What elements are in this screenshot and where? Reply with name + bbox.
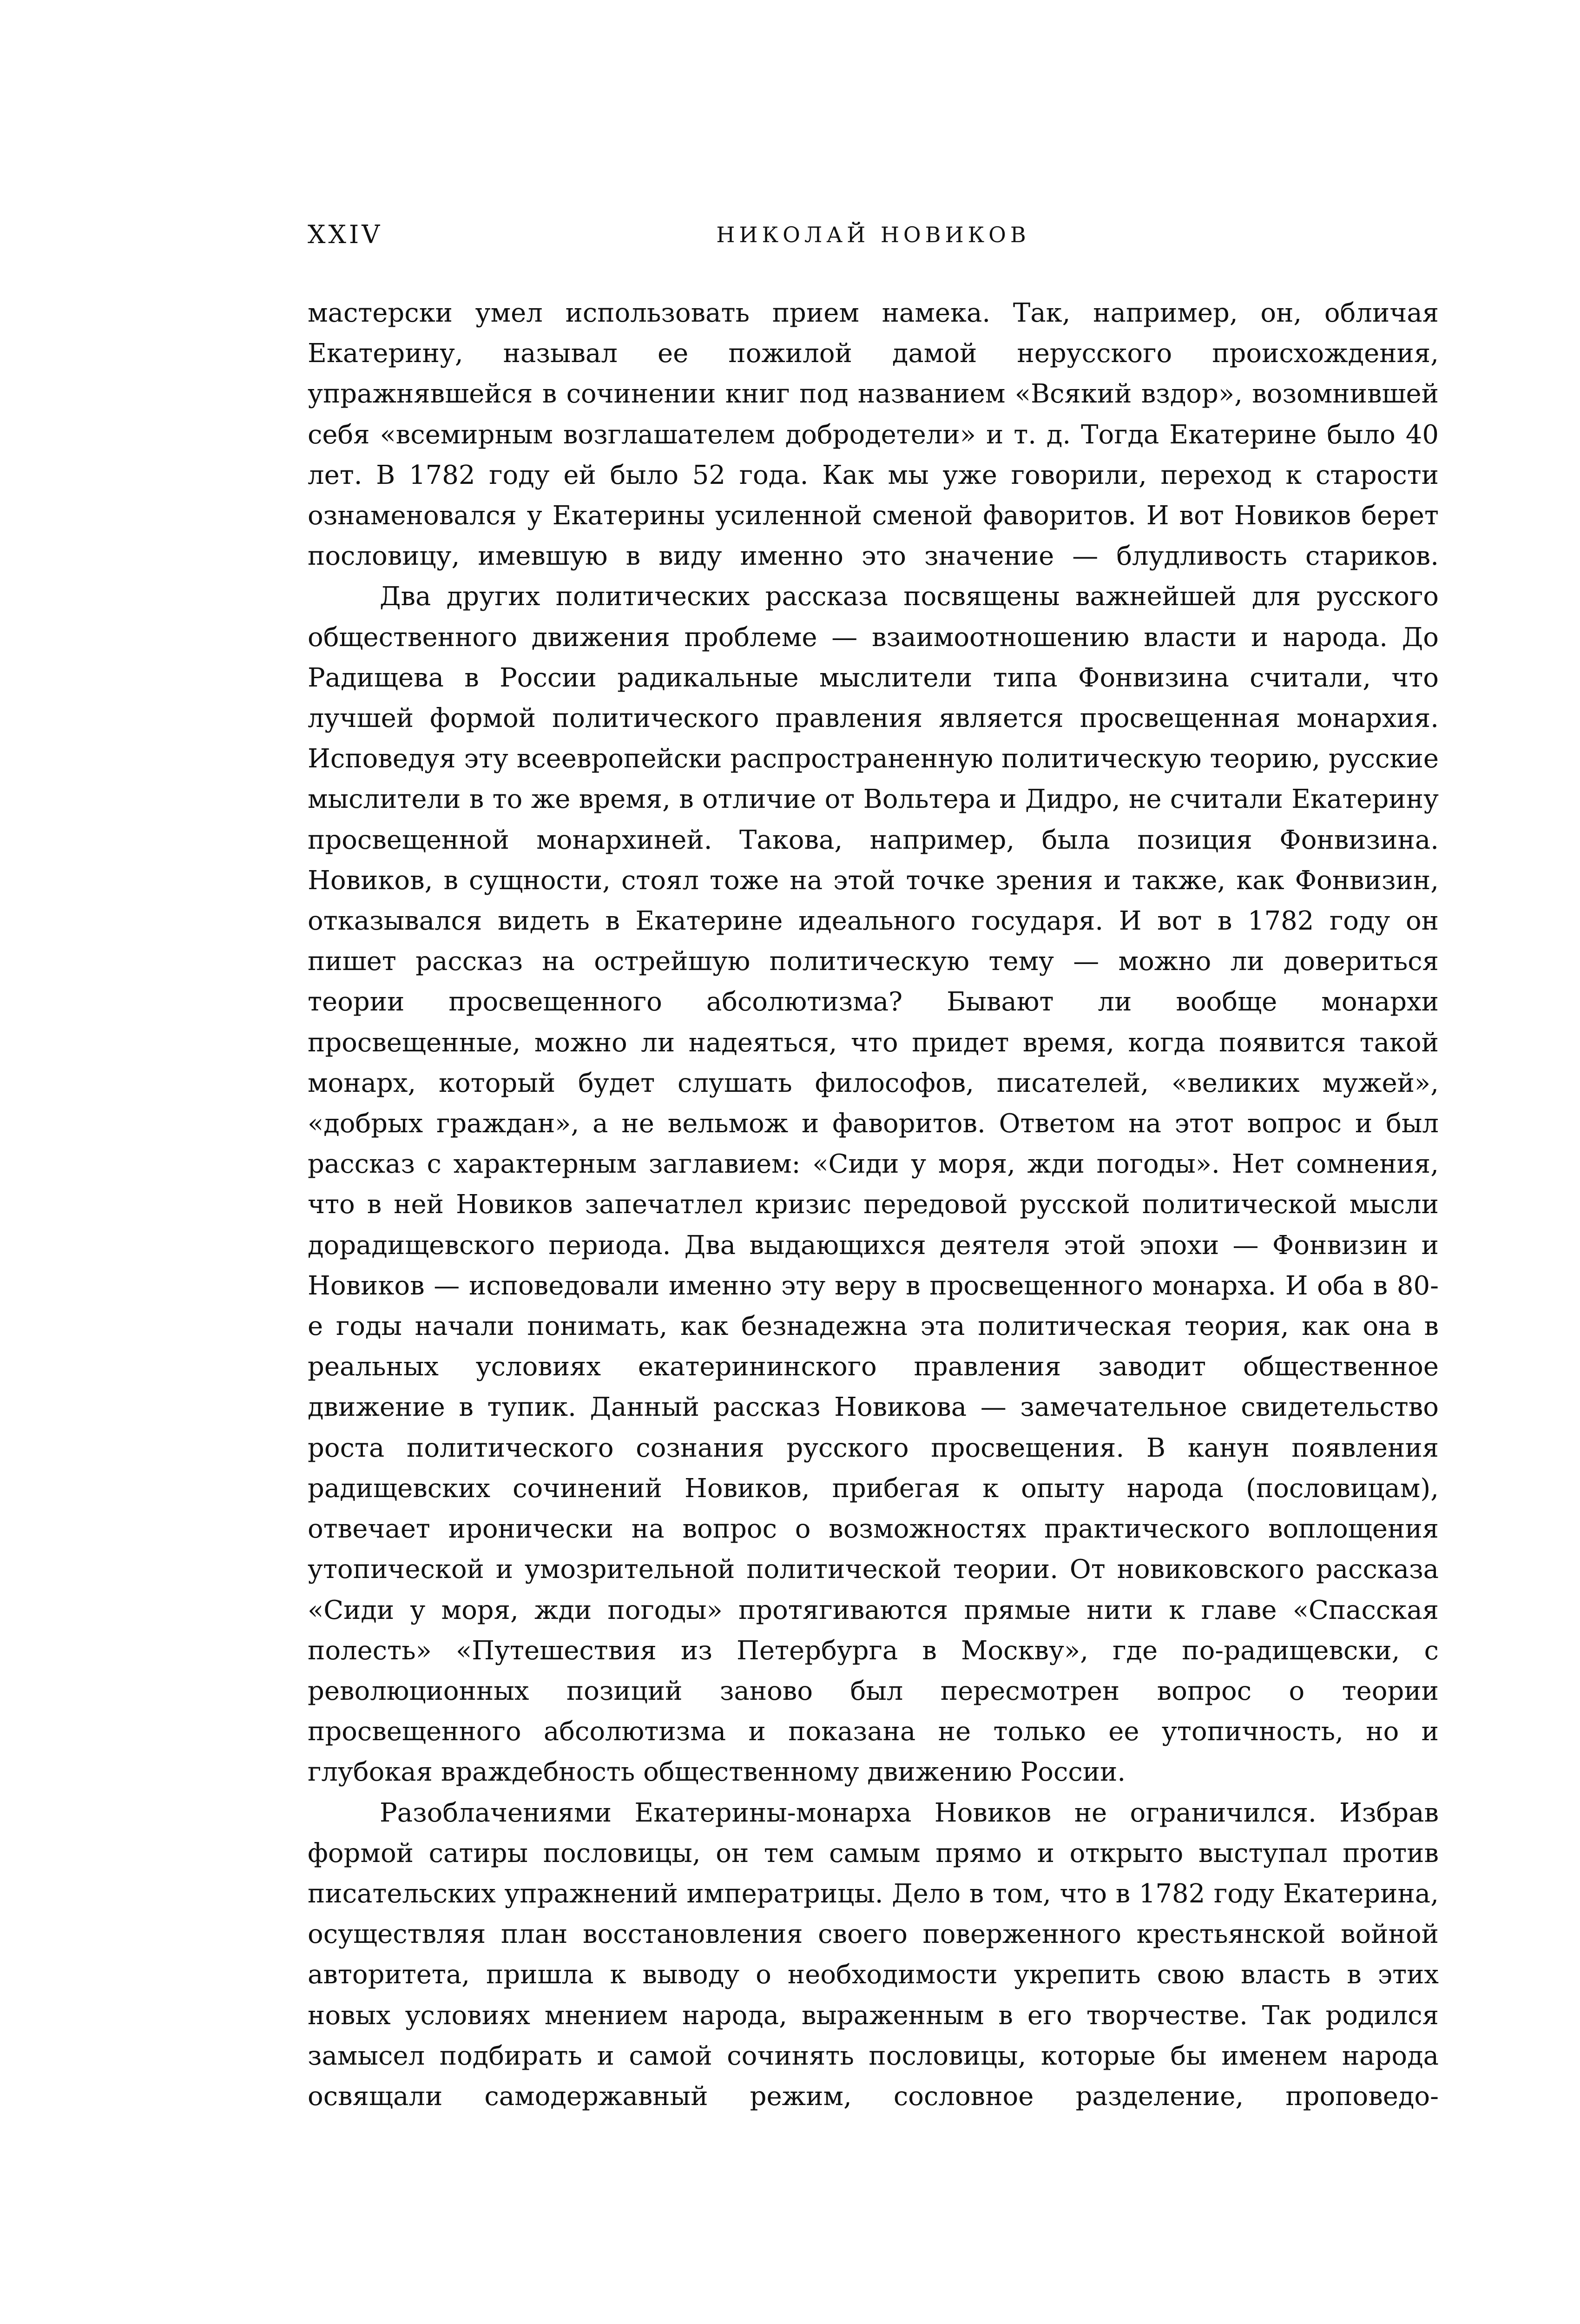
page-number: XXIV — [308, 220, 383, 249]
paragraph-2: Два других политических рассказа посвящены важнейшей для русского общественного движения проблеме — взаимоотношению власти и народа. До Радищева в России радикальные мыслители типа Фонвизина считали, что лучшей формой политического правления является просвещенная монархия. Исповедуя эту всеевропейски распространенную политическую теорию, русские мыслители в то же время, в отличие от Вольтера и Дидро, не считали Екатерину просвещенной монархиней. Такова, например, была позиция Фонвизина. Новиков, в сущности, стоял тоже на этой точке зрения и также, как Фонвизин, отказывался видеть в Екатерине идеального государя. И вот в 1782 году он пишет рассказ на острейшую политическую тему — можно ли довериться теории просвещенного абсолютизма? Бывают ли вообще монархи просвещенные, можно ли надеяться, что придет время, когда появится такой монарх, который будет слушать философов, писателей, «великих мужей», «добрых граждан», а не вельмож и фаворитов. Ответом на этот вопрос и был рассказ с характерным заглавием: «Сиди у моря, жди погоды». Нет сомнения, что в ней Новиков запечатлел кризис передовой русской политической мысли дорадищевского периода. Два выдающихся деятеля этой эпохи — Фонвизин и Новиков — исповедовали именно эту веру в просвещенного монарха. И оба в 80-е годы начали понимать, как безнадежна эта политическая теория, как она в реальных условиях екатерининского правления заводит общественное движение в тупик. Данный рассказ Новикова — замечательное свидетельство роста политического сознания русского просвещения. В канун появления радищевских сочинений Новиков, прибегая к опыту народа (пословицам), отвечает иронически на вопрос о возможностях практического воплощения утопической и умозрительной политической теории. От новиковского рассказа «Сиди у моря, жди погоды» протягиваются прямые нити к главе «Спасская полесть» «Путешествия из Петербурга в Москву», где по-радищевски, с революционных позиций заново был пересмотрен вопрос о теории просвещенного абсолютизма и показана не только ее утопичность, но и глубокая враждебность общественному движению России. — [308, 581, 1439, 1788]
body-text — [308, 293, 1439, 2117]
running-head — [308, 218, 1439, 251]
running-title: НИКОЛАЙ НОВИКОВ — [716, 222, 1030, 247]
paragraph-1: мастерски умел использовать прием намека. Так, например, он, обличая Екатерину, называл ее пожилой дамой нерусского происхождения, упражнявшейся в сочинении книг под названием «Всякий вздор», возомнившей себя «всемирным возглашателем добродетели» и т. д. Тогда Екатерине было 40 лет. В 1782 году ей было 52 года. Как мы уже говорили, переход к старости ознаменовался у Екатерины усиленной сменой фаворитов. И вот Новиков берет пословицу, имевшую в виду именно это значение — блудливость стариков. — [308, 298, 1439, 572]
paragraph-3: Разоблачениями Екатерины-монарха Новиков не ограничился. Избрав формой сатиры пословицы, он тем самым прямо и открыто выступал против писательских упражнений императрицы. Дело в том, что в 1782 году Екатерина, осуществляя план восстановления своего поверженного крестьянской войной авторитета, пришла к выводу о необходимости укрепить свою власть в этих новых условиях мнением народа, выраженным в его творчестве. Так родился замысел подбирать и самой сочинять пословицы, которые бы именем народа освящали самодержавный режим, сословное разделение, проповедо- — [308, 1797, 1439, 2112]
